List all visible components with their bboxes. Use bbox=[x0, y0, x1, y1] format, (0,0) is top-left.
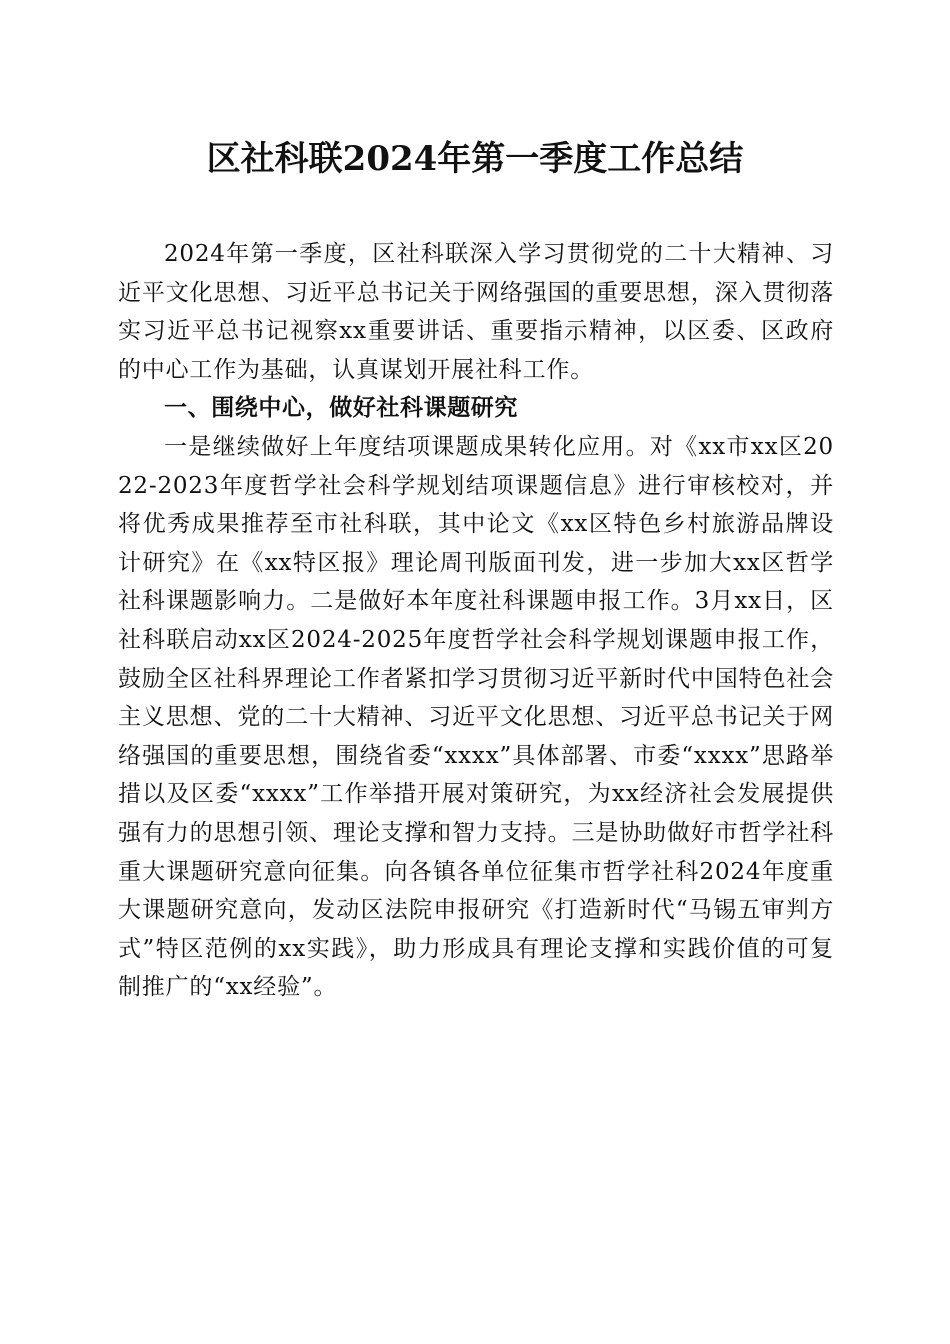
section-heading: 一、围绕中心，做好社科课题研究 bbox=[164, 395, 518, 422]
section-paragraph: 一是继续做好上年度结项课题成果转化应用。对《xx市xx区2022-2023年度哲学社会科学规划结项课题信息》进行审核校对，并将优秀成果推荐至市社科联，其中论文《xx区特色乡村旅游品牌设计研究》在《xx特区报》理论周刊版面刊发，进一步加大xx区哲学社科课题影响力。二是做好本年度社科课题申报工作。3月xx日，区社科联启动xx区2024-2025年度哲学社会科学规划课题申报工作，鼓励全区社科界理论工作者紧扣学习贯彻习近平新时代中国特色社会主义思想、党的二十大精神、习近平文化思想、习近平总书记关于网络强国的重要思想，围绕省委“xxxx”具体部署、市委“xxxx”思路举措以及区委“xxxx”工作举措开展对策研究，为xx经济社会发展提供强有力的思想引领、理论支撑和智力支持。三是协助做好市哲学社科重大课题研究意向征集。向各镇各单位征集市哲学社科2024年度重大课题研究意向，发动区法院申报研究《打造新时代“马锡五审判方式”特区范例的xx实践》，助力形成具有理论支撑和实践价值的可复制推广的“xx经验”。 bbox=[118, 433, 834, 1001]
document-body bbox=[118, 235, 834, 1007]
intro-paragraph: 2024年第一季度，区社科联深入学习贯彻党的二十大精神、习近平文化思想、习近平总书记关于网络强国的重要思想，深入贯彻落实习近平总书记视察xx重要讲话、重要指示精神，以区委、区政府的中心工作为基础，认真谋划开展社科工作。 bbox=[118, 241, 834, 383]
document-title: 区社科联2024年第一季度工作总结 bbox=[206, 139, 744, 179]
